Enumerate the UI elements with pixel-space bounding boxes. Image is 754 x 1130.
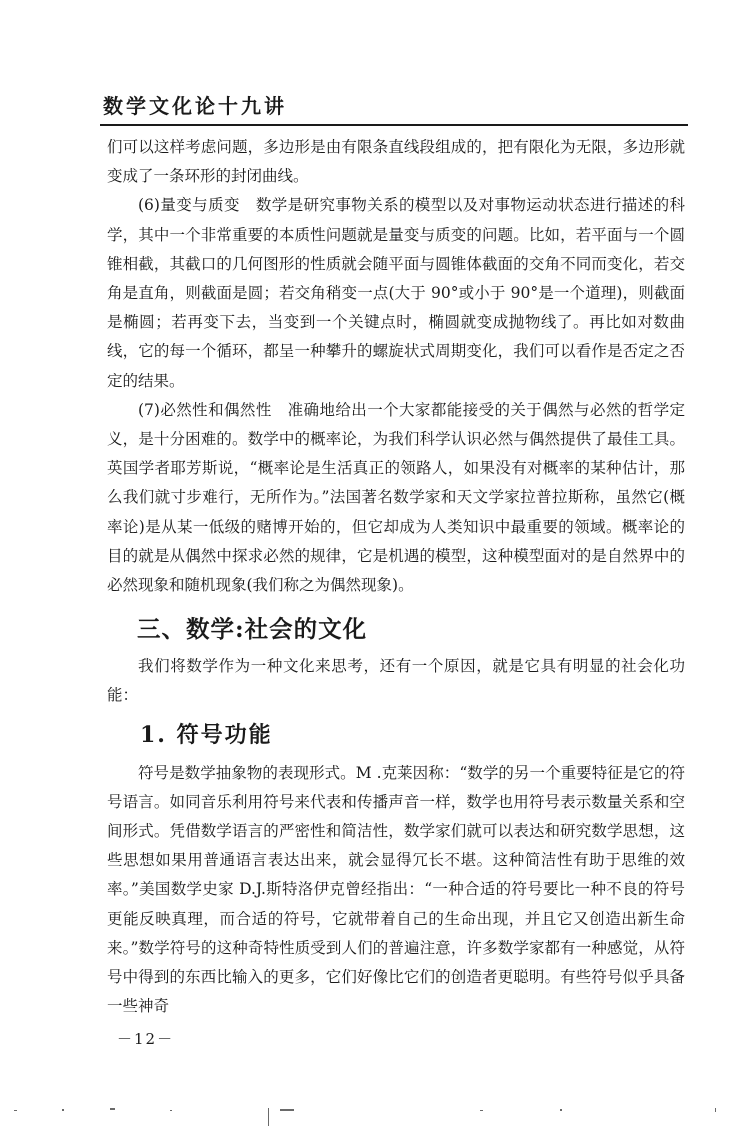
page-number: －12－ xyxy=(117,1030,175,1048)
scan-speck xyxy=(715,1108,716,1112)
page-body xyxy=(107,133,685,1021)
scan-speck xyxy=(560,1109,562,1111)
scan-speck xyxy=(170,1110,172,1111)
paragraph-symbol-function: 符号是数学抽象物的表现形式。M .克莱因称：“数学的另一个重要特征是它的符号语言。如同音乐利用符号来代表和传播声音一样，数学也用符号表示数量关系和空间形式。凭借数学语言的严密性和简洁性，数学家们就可以表达和研究数学思想，这些思想如果用普通语言表达出来，就会显得冗长不堪。这种简洁性有助于思维的效率。”美国数学史家 D.J.斯特洛伊克曾经指出：“一种合适的符号要比一种不良的符号更能反映真理，而合适的符号，它就带着自己的生命出现，并且它又创造出新生命来。”数学符号的这种奇特性质受到人们的普遍注意，许多数学家都有一种感觉，从符号中得到的东西比输入的更多，它们好像比它们的创造者更聪明。有些符号似乎具备一些神奇 xyxy=(107,763,685,1016)
header-rule xyxy=(100,124,688,126)
paragraph-continuation: 们可以这样考虑问题，多边形是由有限条直线段组成的，把有限化为无限，多边形就变成了一条环形的封闭曲线。 xyxy=(107,138,685,186)
section-heading: 三、数学:社会的文化 xyxy=(137,615,368,644)
scan-speck xyxy=(110,1108,115,1110)
scan-speck xyxy=(268,1108,269,1126)
paragraph-necessity-chance: (7)必然性和偶然性 准确地给出一个大家都能接受的关于偶然与必然的哲学定义，是十分困难的。数学中的概率论，为我们科学认识必然与偶然提供了最佳工具。英国学者耶芳斯说，“概率论是生活真正的领路人，如果没有对概率的某种估计，那么我们就寸步难行，无所作为。”法国著名数学家和天文学家拉普拉斯称，虽然它(概率论)是从某一低级的赌博开始的，但它却成为人类知识中最重要的领域。概率论的目的就是从偶然中探求必然的规律，它是机遇的模型，这种模型面对的是自然界中的必然现象和随机现象(我们称之为偶然现象)。 xyxy=(107,400,685,595)
running-header-title: 数学文化论十九讲 xyxy=(103,94,287,118)
scan-artifact-strip xyxy=(0,1108,754,1130)
subsection-heading: 1. 符号功能 xyxy=(140,721,273,748)
scan-speck xyxy=(480,1110,483,1111)
paragraph-social-function: 我们将数学作为一种文化来思考，还有一个原因，就是它具有明显的社会化功能： xyxy=(107,657,685,705)
scan-speck xyxy=(62,1109,64,1111)
scan-speck xyxy=(14,1110,17,1111)
scan-speck xyxy=(280,1109,294,1111)
paragraph-quantity-quality: (6)量变与质变 数学是研究事物关系的模型以及对事物运动状态进行描述的科学，其中一个非常重要的本质性问题就是量变与质变的问题。比如，若平面与一个圆锥相截，其截口的几何图形的性质就会随平面与圆锥体截面的交角不同而变化，若交角是直角，则截面是圆；若交角稍变一点(大于 90°或小于 90°是一个道理)，则截面是椭圆；若再变下去，当变到一个关键点时，椭圆就变成抛物线了。再比如对数曲线，它的每一个循环，都呈一种攀升的螺旋状式周期变化，我们可以看作是否定之否定的结果。 xyxy=(107,196,685,390)
